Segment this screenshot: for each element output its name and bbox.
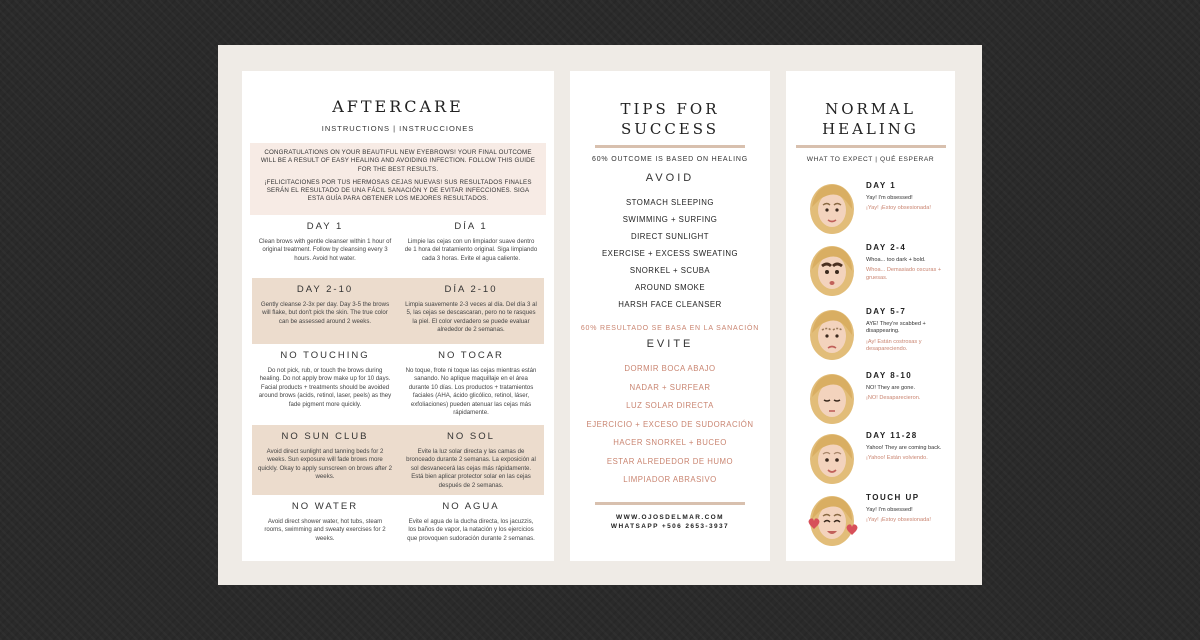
list-item: ESTAR ALREDEDOR DE HUMO — [606, 456, 734, 466]
section-heading: NO SOL — [447, 431, 495, 442]
section-text: Evite la luz solar directa y las camas de bronceado durante 2 semanas. La exposición al sol desvanecerá las cejas más rápidamente. Está bien aplicar protector solar en las cejas después de 2 semanas. — [406, 448, 536, 489]
footer-divider — [595, 502, 745, 505]
list-item: AROUND SMOKE — [634, 283, 706, 292]
contact-info — [570, 513, 770, 531]
title-divider — [796, 145, 946, 148]
evite-list — [570, 360, 770, 490]
stage-day: DAY 5-7 — [866, 307, 907, 316]
section-heading: DÍA 1 — [454, 221, 488, 232]
section-heading: NO TOCAR — [438, 350, 504, 361]
outcome-note: 60% OUTCOME IS BASED ON HEALING — [592, 156, 748, 163]
section-heading: DÍA 2-10 — [444, 284, 498, 295]
section-text: No toque, frote ni toque las cejas mientras están sanando. No aplique maquillaje en el área durante 10 días. Los productos + tratamientos faciales (AHA, ácido glicólico, retinol, láser, exfoliaciones) pueden atenuar las cejas más rápidamente. — [405, 367, 537, 417]
intro-es: ¡FELICITACIONES POR TUS HERMOSAS CEJAS NUEVAS! SUS RESULTADOS FINALES SERÁN EL RESULTADO DE UNA FÁCIL SANACIÓN Y DE EVITAR INFECCIONES. SIGA ESTA GUÍA PARA OBTENER LOS MEJORES RESULTADOS. — [264, 178, 532, 203]
stage-text-es: Whoa... Demasiado oscuras + gruesas. — [866, 267, 942, 281]
outcome-note-es: 60% RESULTADO SE BASA EN LA SANACIÓN — [580, 325, 760, 332]
section-text: Limpia suavemente 2-3 veces al día. Del día 3 al 5, las cejas se descascaran, pero no te rasques la piel. El color verdadero se puede evaluar alrededor de 2 semanas. — [405, 301, 537, 334]
list-item: EJERCICIO + EXCESO DE SUDORACIÓN — [586, 419, 754, 429]
avoid-heading: AVOID — [645, 172, 695, 184]
avoid-list — [570, 194, 770, 313]
healing-title-line-2: HEALING — [822, 120, 919, 138]
face-illustration-icon — [806, 179, 858, 235]
section-text: Do not pick, rub, or touch the brows during healing. Do not apply brow make up for 10 days. Facial products + treatments should be avoided around brows (acids, retinol, laser, peels) as they fade pigment more quickly. — [258, 367, 392, 408]
website-text: WWW.OJOSDELMAR.COM — [616, 513, 724, 521]
whatsapp-text: WHATSAPP +506 2653-3937 — [610, 522, 730, 530]
section-heading: NO TOUCHING — [280, 350, 370, 361]
healing-title — [786, 99, 955, 139]
stage-text-es: ¡Yay! ¡Estoy obsesionada! — [866, 517, 931, 524]
section-day-1 — [252, 215, 544, 278]
list-item: NADAR + SURFEAR — [629, 382, 711, 392]
stage-text-es: ¡Yahoo! Están volviendo. — [866, 455, 928, 462]
face-with-hearts-icon — [806, 491, 858, 547]
stage-text-en: Yay! I'm obsessed! — [866, 507, 913, 513]
stage-text-en: Yay! I'm obsessed! — [866, 195, 913, 201]
face-illustration-icon — [806, 241, 858, 297]
stage-text-en: Whoa... too dark + bold. — [866, 257, 926, 263]
tips-title-line-1: TIPS FOR — [620, 100, 720, 118]
section-text: Clean brows with gentle cleanser within 1 hour of original treatment. Follow by cleansing every 3 hours. Avoid hot water. — [258, 238, 392, 262]
section-heading: NO WATER — [291, 501, 359, 512]
healing-panel — [786, 71, 955, 561]
section-no-touching — [252, 344, 544, 425]
healing-stage-day-2-4 — [786, 239, 955, 299]
stage-text-en: AYE! They're scabbed + disappearing. — [866, 321, 926, 335]
list-item: HACER SNORKEL + BUCEO — [613, 438, 727, 447]
list-item: SNORKEL + SCUBA — [629, 266, 711, 275]
aftercare-intro — [250, 143, 546, 215]
tips-panel — [570, 71, 770, 561]
section-heading: DAY 2-10 — [296, 284, 354, 295]
stage-text-es: ¡Yay! ¡Estoy obsesionada! — [866, 205, 931, 212]
healing-stage-day-1 — [786, 177, 955, 237]
face-illustration-icon — [806, 305, 858, 361]
list-item: DORMIR BOCA ABAJO — [624, 364, 716, 373]
list-item: STOMACH SLEEPING — [625, 198, 714, 207]
face-illustration-icon — [806, 429, 858, 485]
brochure-sheet — [218, 45, 982, 585]
healing-title-line-1: NORMAL — [825, 100, 916, 118]
stage-day: DAY 1 — [866, 181, 897, 190]
evite-heading: EVITE — [646, 338, 694, 350]
aftercare-title: AFTERCARE — [332, 97, 464, 116]
tips-title-line-2: SUCCESS — [620, 120, 720, 138]
stage-day: TOUCH UP — [866, 493, 920, 502]
healing-stage-day-11-28 — [786, 427, 955, 487]
section-text: Evite el agua de la ducha directa, los jacuzzis, los baños de vapor, la natación y los ejercicios que provoquen sudoración durante 2 semanas. — [407, 518, 535, 542]
list-item: DIRECT SUNLIGHT — [631, 232, 709, 241]
list-item: LUZ SOLAR DIRECTA — [626, 401, 714, 410]
healing-stage-day-8-10 — [786, 367, 955, 427]
section-no-water — [252, 495, 544, 559]
list-item: LIMPIADOR ABRASIVO — [623, 475, 717, 484]
intro-en: CONGRATULATIONS ON YOUR BEAUTIFUL NEW EYEBROWS! YOUR FINAL OUTCOME WILL BE A RESULT OF EASY HEALING AND AVOIDING INFECTION. FOLLOW THIS GUIDE FOR THE BEST RESULTS. — [260, 149, 536, 173]
list-item: HARSH FACE CLEANSER — [618, 300, 722, 309]
face-illustration-icon — [806, 369, 858, 425]
section-text: Avoid direct shower water, hot tubs, steam rooms, swimming and sweaty exercises for 2 weeks. — [264, 518, 386, 542]
title-divider — [595, 145, 745, 148]
section-text: Avoid direct sunlight and tanning beds for 2 weeks. Sun exposure will fade brows more quickly. Okay to apply sunscreen on brows after 2 weeks. — [258, 448, 393, 481]
section-day-2-10 — [252, 278, 544, 344]
healing-stage-touch-up — [786, 489, 955, 549]
list-item: SWIMMING + SURFING — [622, 215, 718, 224]
section-text: Gently cleanse 2-3x per day. Day 3-5 the brows will flake, but don't pick the skin. The true color can be assessed around 2 weeks. — [260, 301, 390, 325]
list-item: EXERCISE + EXCESS SWEATING — [601, 249, 739, 258]
aftercare-subtitle: INSTRUCTIONS | INSTRUCCIONES — [321, 124, 475, 133]
stage-text-es: ¡Ay! Están costrosas y desapareciendo. — [866, 338, 922, 353]
section-no-sun-club — [252, 425, 544, 495]
section-heading: NO SUN CLUB — [281, 431, 369, 442]
stage-day: DAY 8-10 — [866, 371, 913, 380]
tips-title — [570, 99, 770, 139]
healing-stage-day-5-7 — [786, 303, 955, 363]
stage-text-en: NO! They are gone. — [866, 385, 916, 391]
stage-text-en: Yahoo! They are coming back. — [866, 445, 942, 451]
healing-subtitle: WHAT TO EXPECT | QUÉ ESPERAR — [806, 156, 935, 163]
stage-day: DAY 11-28 — [866, 431, 918, 440]
section-text: Limpie las cejas con un limpiador suave dentro de 1 hora del tratamiento original. Siga limpiando cada 3 horas. Evite el agua caliente. — [404, 238, 538, 262]
section-heading: NO AGUA — [442, 501, 500, 512]
section-heading: DAY 1 — [306, 221, 344, 232]
stage-text-es: ¡NO! Desaparecieron. — [866, 395, 921, 402]
aftercare-panel — [242, 71, 554, 561]
stage-day: DAY 2-4 — [866, 243, 907, 252]
